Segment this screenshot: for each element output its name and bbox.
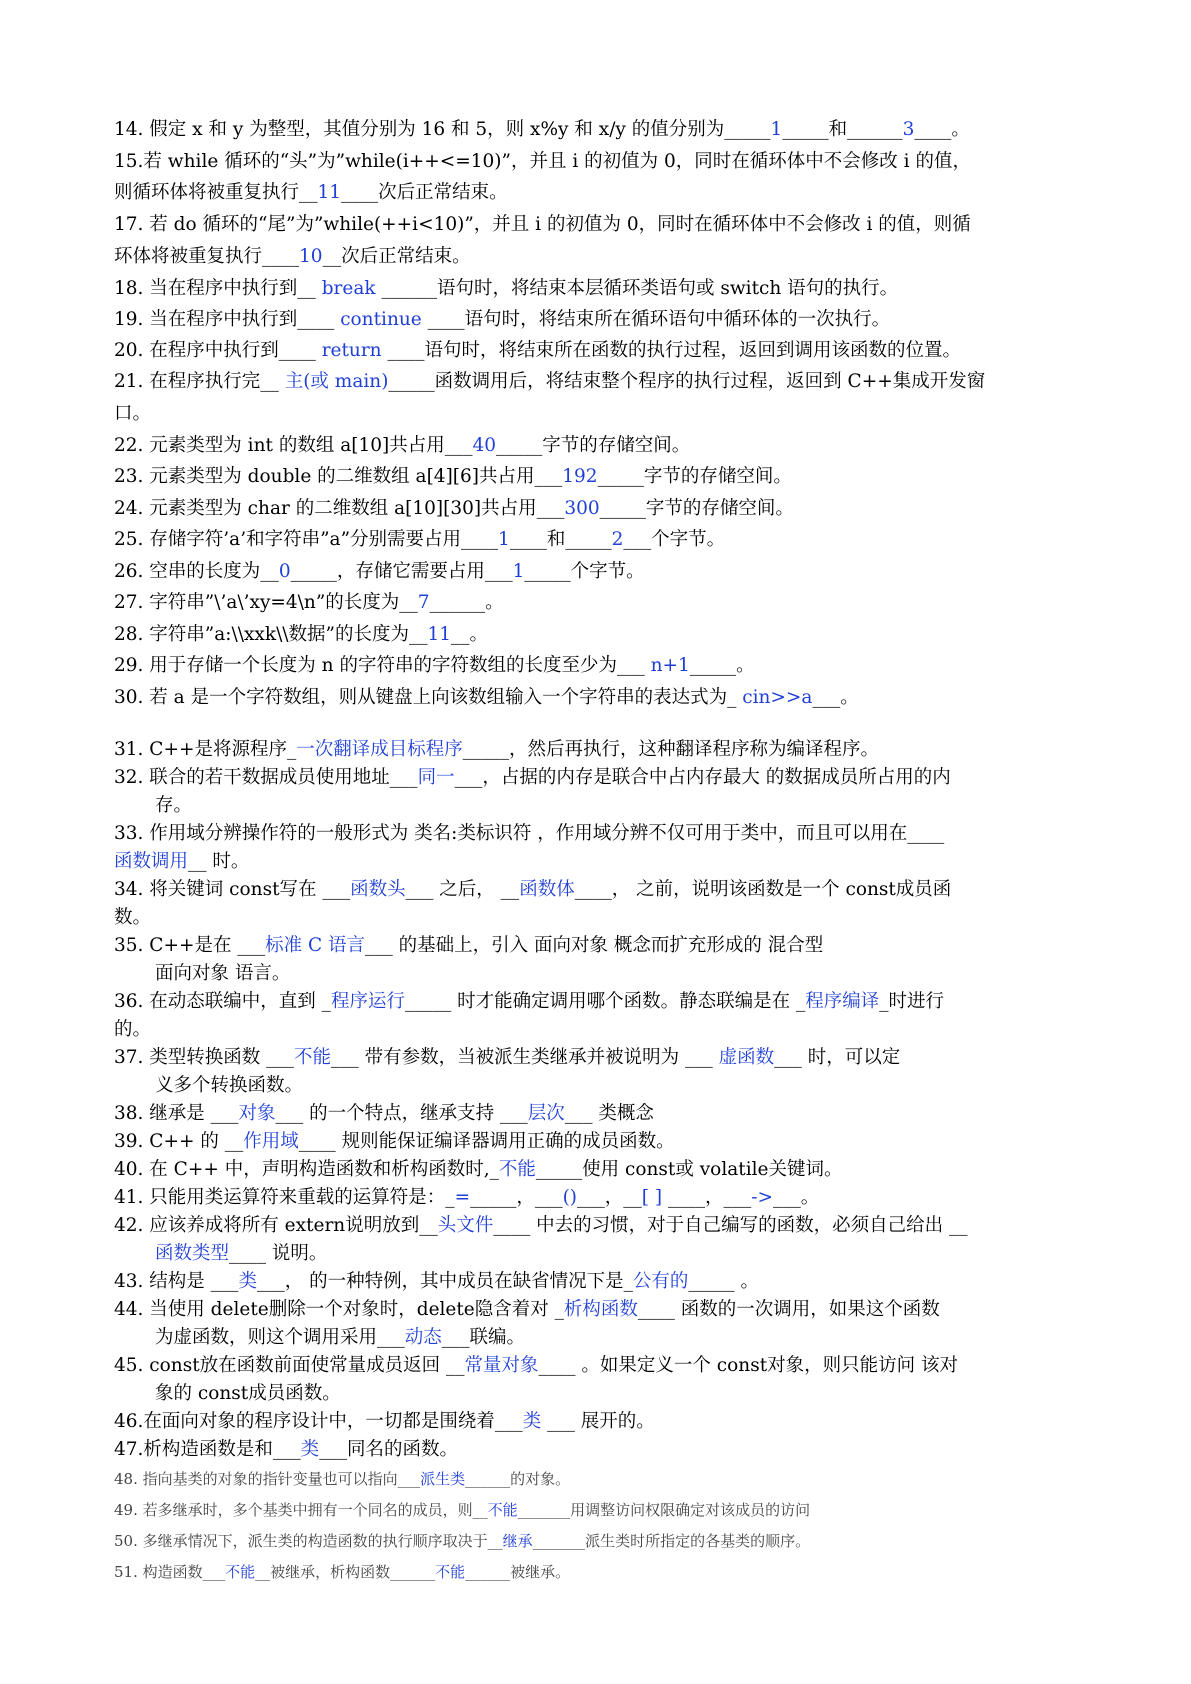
question-text: _____，___ <box>470 1187 563 1208</box>
question-text: __被继承，析构函数______ <box>255 1563 436 1581</box>
answer-text: 同一 <box>417 767 455 788</box>
question-line <box>114 149 1084 175</box>
question-line <box>114 877 1084 903</box>
question-line <box>114 1409 1084 1435</box>
question-text: 15.若 while 循环的“头”为”while(i++<=10)”，并且 i 的初值为 0，同时在循环体中不会修改 i 的值， <box>114 151 971 172</box>
question-text: 46.在面向对象的程序设计中，一切都是围绕着___ <box>114 1411 523 1432</box>
answer-text: 192 <box>562 466 598 487</box>
answer-text: 不能 <box>293 1047 331 1068</box>
question-text: ____语句时，将结束所在循环语句中循环体的一次执行。 <box>421 309 891 330</box>
question-text: 36. 在动态联编中，直到 _ <box>114 991 331 1012</box>
question-text: ____和_____ <box>509 529 612 550</box>
answer-text: = <box>454 1187 471 1208</box>
question-text: 49. 若多继承时，多个基类中拥有一个同名的成员，则__ <box>114 1501 488 1519</box>
question-line <box>155 1325 1125 1351</box>
question-text: 43. 结构是 ___ <box>114 1271 239 1292</box>
question-text: 28. 字符串”a:\\xxk\\数据”的长度为__ <box>114 624 428 645</box>
answer-text: cin>>a <box>742 687 813 708</box>
answer-text: 0 <box>278 561 291 582</box>
answer-text: 公有的 <box>632 1271 689 1292</box>
question-text: 41. 只能用类运算符来重载的运算符是：_ <box>114 1187 455 1208</box>
question-line <box>114 1353 1084 1379</box>
question-line <box>114 1101 1084 1127</box>
question-line <box>114 1213 1084 1239</box>
answer-text: 层次 <box>527 1103 565 1124</box>
question-text: 45. const放在函数前面使常量成员返回 __ <box>114 1355 465 1376</box>
question-line <box>114 212 1084 238</box>
question-line <box>114 1437 1084 1463</box>
question-text: ___ 展开的。 <box>541 1411 655 1432</box>
question-text: ____ 规则能保证编译器调用正确的成员函数。 <box>298 1131 675 1152</box>
answer-text: return <box>321 340 382 361</box>
question-text: 38. 继承是 ___ <box>114 1103 239 1124</box>
question-text: 21. 在程序执行完__ <box>114 371 285 392</box>
question-line <box>155 1073 1125 1099</box>
question-line <box>114 1017 1084 1043</box>
answer-text: 300 <box>564 498 600 519</box>
question-text: 24. 元素类型为 char 的二维数组 a[10][30]共占用___ <box>114 498 565 519</box>
answer-text: -> <box>751 1187 774 1208</box>
question-line <box>114 1157 1084 1183</box>
question-text: ___联编。 <box>441 1327 526 1348</box>
question-line <box>114 369 1084 395</box>
question-text: 50. 多继承情况下，派生类的构造函数的执行顺序取决于__ <box>114 1532 503 1550</box>
answer-text: 函数头 <box>350 879 406 900</box>
question-text: 34. 将关键词 const写在 ___ <box>114 879 351 900</box>
question-line <box>114 401 1084 427</box>
question-text: 19. 当在程序中执行到____ <box>114 309 341 330</box>
question-text: ____ 。如果定义一个 const对象，则只能访问 该对 <box>538 1355 959 1376</box>
answer-text: break <box>321 278 376 299</box>
answer-text: 派生类 <box>420 1470 466 1488</box>
question-line <box>114 590 1084 616</box>
question-line <box>114 821 1084 847</box>
question-text: ___，__ <box>577 1187 642 1208</box>
answer-text: 1 <box>512 561 525 582</box>
answer-text: 程序编译 <box>805 991 880 1012</box>
question-text: 义多个转换函数。 <box>155 1075 304 1096</box>
question-text: 29. 用于存储一个长度为 n 的字符串的字符数组的长度至少为___ <box>114 655 651 676</box>
question-text: _______派生类时所指定的各基类的顺序。 <box>532 1532 811 1550</box>
question-text: _时进行 <box>879 991 944 1012</box>
question-line <box>114 180 1084 206</box>
answer-text: 一次翻译成目标程序 <box>296 739 463 760</box>
answer-text: 作用域 <box>243 1131 299 1152</box>
answer-text: 函数类型 <box>155 1243 230 1264</box>
answer-text: 对象 <box>238 1103 276 1124</box>
answer-text: 11 <box>317 182 342 203</box>
question-text: 32. 联合的若干数据成员使用地址___ <box>114 767 418 788</box>
question-text: 环体将被重复执行____ <box>114 246 300 267</box>
question-text: ___ 的一个特点，继承支持 ___ <box>275 1103 528 1124</box>
question-text: 则循环体将被重复执行__ <box>114 182 318 203</box>
answer-text: 类 <box>238 1271 257 1292</box>
answer-text: 主(或 main) <box>284 371 389 392</box>
question-line <box>114 1129 1084 1155</box>
question-text: ___。 <box>812 687 859 708</box>
question-line <box>114 464 1084 490</box>
answer-text: 函数体 <box>519 879 575 900</box>
answer-text: 析构函数 <box>563 1299 638 1320</box>
question-text: 26. 空串的长度为__ <box>114 561 279 582</box>
question-text: 42. 应该养成将所有 extern说明放到__ <box>114 1215 438 1236</box>
question-text: 30. 若 a 是一个字符数组，则从键盘上向该数组输入一个字符串的表达式为_ <box>114 687 743 708</box>
question-text: _____个字节。 <box>524 561 645 582</box>
question-text: ______被继承。 <box>465 1563 571 1581</box>
question-text: 14. 假定 x 和 y 为整型，其值分别为 16 和 5，则 x%y 和 x/y 的值分别为_____ <box>114 119 771 140</box>
question-text: 37. 类型转换函数 ___ <box>114 1047 294 1068</box>
answer-text: 常量对象 <box>464 1355 539 1376</box>
question-text: _____，存储它需要占用___ <box>290 561 513 582</box>
answer-text: () <box>562 1187 578 1208</box>
question-text: 51. 构造函数___ <box>114 1563 226 1581</box>
answer-text: 动态 <box>404 1327 442 1348</box>
answer-text: 40 <box>472 435 497 456</box>
question-line <box>114 433 1084 459</box>
answer-text: 虚函数 <box>718 1047 775 1068</box>
question-text: 25. 存储字符’a’和字符串”a”分别需要占用____ <box>114 529 499 550</box>
question-text: _____ 时才能确定调用哪个函数。静态联编是在 _ <box>404 991 806 1012</box>
question-text: 为虚函数，则这个调用采用___ <box>155 1327 405 1348</box>
question-text: __。 <box>451 624 489 645</box>
question-line <box>114 849 1084 875</box>
question-line <box>114 496 1084 522</box>
question-text: 17. 若 do 循环的“尾”为”while(++i<10)”，并且 i 的初值为 0，同时在循环体中不会修改 i 的值，则循 <box>114 214 971 235</box>
question-text: _____字节的存储空间。 <box>599 498 794 519</box>
question-line <box>155 1381 1125 1407</box>
question-text: ___ 之后， __ <box>405 879 520 900</box>
answer-text: 1 <box>770 119 783 140</box>
question-text: _______用调整访问权限确定对该成员的访问 <box>517 1501 811 1519</box>
question-text: _____字节的存储空间。 <box>496 435 691 456</box>
question-text: ___，占据的内存是联合中占内存最大 的数据成员所占用的内 <box>454 767 951 788</box>
question-line <box>114 653 1084 679</box>
question-line <box>114 1297 1084 1323</box>
question-text: ____语句时，将结束所在函数的执行过程，返回到调用该函数的位置。 <box>381 340 961 361</box>
question-text: ____，___ <box>662 1187 752 1208</box>
answer-text: 3 <box>902 119 915 140</box>
question-line <box>114 338 1084 364</box>
question-line <box>114 1045 1084 1071</box>
question-line <box>114 737 1084 763</box>
question-line <box>114 933 1084 959</box>
answer-text: 不能 <box>225 1563 256 1581</box>
question-line <box>114 117 1084 143</box>
question-text: _____字节的存储空间。 <box>597 466 792 487</box>
question-line <box>114 905 1084 931</box>
answer-text: 继承 <box>502 1532 533 1550</box>
question-text: 44. 当使用 delete删除一个对象时，delete隐含着对 _ <box>114 1299 564 1320</box>
question-text: 39. C++ 的 __ <box>114 1131 244 1152</box>
answer-text: 类 <box>300 1439 320 1460</box>
answer-text: 2 <box>611 529 624 550</box>
question-text: 23. 元素类型为 double 的二维数组 a[4][6]共占用___ <box>114 466 563 487</box>
question-text: 数。 <box>114 907 152 928</box>
answer-text: 不能 <box>435 1563 466 1581</box>
answer-text: 7 <box>417 592 430 613</box>
question-text: ___同名的函数。 <box>319 1439 458 1460</box>
question-text: 20. 在程序中执行到____ <box>114 340 322 361</box>
question-text: ___， 的一种特例，其中成员在缺省情况下是_ <box>256 1271 633 1292</box>
question-text: 35. C++是在 ___ <box>114 935 266 956</box>
question-line <box>114 559 1084 585</box>
question-line <box>114 765 1084 791</box>
question-line <box>114 1269 1084 1295</box>
answer-text: 程序运行 <box>330 991 405 1012</box>
question-text: 31. C++是将源程序_ <box>114 739 297 760</box>
question-text: _____函数调用后，将结束整个程序的执行过程，返回到 C++集成开发窗 <box>388 371 986 392</box>
question-text: ___ 带有参数，当被派生类继承并被说明为 ___ <box>330 1047 719 1068</box>
answer-text: n+1 <box>650 655 690 676</box>
question-text: ___ 类概念 <box>564 1103 654 1124</box>
question-text: _____ 。 <box>688 1271 759 1292</box>
question-text: ____ 函数的一次调用，如果这个函数 <box>637 1299 940 1320</box>
question-text: 40. 在 C++ 中，声明构造函数和析构函数时,_ <box>114 1159 499 1180</box>
answer-text: 1 <box>498 529 510 550</box>
question-text: 面向对象 语言。 <box>155 963 291 984</box>
question-line <box>114 244 1084 270</box>
question-text: ____ 中去的习惯，对于自己编写的函数，必须自己给出 __ <box>493 1215 968 1236</box>
question-line <box>114 685 1084 711</box>
question-text: __ 时。 <box>188 851 250 872</box>
question-text: 22. 元素类型为 int 的数组 a[10]共占用___ <box>114 435 473 456</box>
question-text: _____，然后再执行，这种翻译程序称为编译程序。 <box>462 739 879 760</box>
question-text: __次后正常结束。 <box>322 246 471 267</box>
question-line <box>114 622 1084 648</box>
answer-text: continue <box>340 309 422 330</box>
question-text: ______语句时，将结束本层循环类语句或 switch 语句的执行。 <box>375 278 899 299</box>
question-text: 27. 字符串”\’a\’xy=4\n”的长度为__ <box>114 592 418 613</box>
question-text: 存。 <box>155 795 193 816</box>
question-text: ___ 的基础上，引入 面向对象 概念而扩充形成的 混合型 <box>365 935 824 956</box>
answer-text: 函数调用 <box>114 851 189 872</box>
question-text: ___。 <box>773 1187 820 1208</box>
question-line <box>114 276 1084 302</box>
question-line <box>155 961 1125 987</box>
question-line <box>114 1497 1084 1523</box>
question-text: _____。 <box>689 655 755 676</box>
question-line <box>114 1528 1084 1554</box>
question-text: _____使用 const或 volatile关键词。 <box>535 1159 843 1180</box>
question-line <box>114 1466 1084 1492</box>
question-text: ______。 <box>429 592 504 613</box>
answer-text: 类 <box>522 1411 542 1432</box>
answer-text: [ ] <box>641 1187 663 1208</box>
question-text: 18. 当在程序中执行到__ <box>114 278 322 299</box>
question-text: ___ 时，可以定 <box>774 1047 901 1068</box>
question-text: 33. 作用域分辨操作符的一般形式为 类名:类标识符 ，作用域分辨不仅可用于类中，而且可以用在____ <box>114 823 945 844</box>
question-text: ___个字节。 <box>623 529 726 550</box>
question-line <box>155 1241 1125 1267</box>
question-line <box>114 989 1084 1015</box>
answer-text: 11 <box>427 624 452 645</box>
question-text: 口。 <box>114 403 152 424</box>
question-line <box>114 527 1084 553</box>
question-text: 48. 指向基类的对象的指针变量也可以指向___ <box>114 1470 421 1488</box>
question-text: ____， 之前，说明该函数是一个 const成员函 <box>574 879 952 900</box>
answer-text: 不能 <box>498 1159 536 1180</box>
question-text: 象的 const成员函数。 <box>155 1383 341 1404</box>
question-line <box>114 1185 1084 1211</box>
question-text: 47.析构造函数是和___ <box>114 1439 301 1460</box>
question-text: ____ 说明。 <box>229 1243 328 1264</box>
answer-text: 标准 C 语言 <box>265 935 366 956</box>
answer-text: 头文件 <box>437 1215 494 1236</box>
question-text: ____次后正常结束。 <box>341 182 508 203</box>
answer-text: 10 <box>299 246 323 267</box>
question-text: 的。 <box>114 1019 152 1040</box>
question-text: ______的对象。 <box>465 1470 571 1488</box>
question-line <box>155 793 1125 819</box>
question-text: ____。 <box>914 119 970 140</box>
answer-text: 不能 <box>487 1501 518 1519</box>
question-line <box>114 307 1084 333</box>
question-text: _____和______ <box>782 119 903 140</box>
question-line <box>114 1559 1084 1585</box>
